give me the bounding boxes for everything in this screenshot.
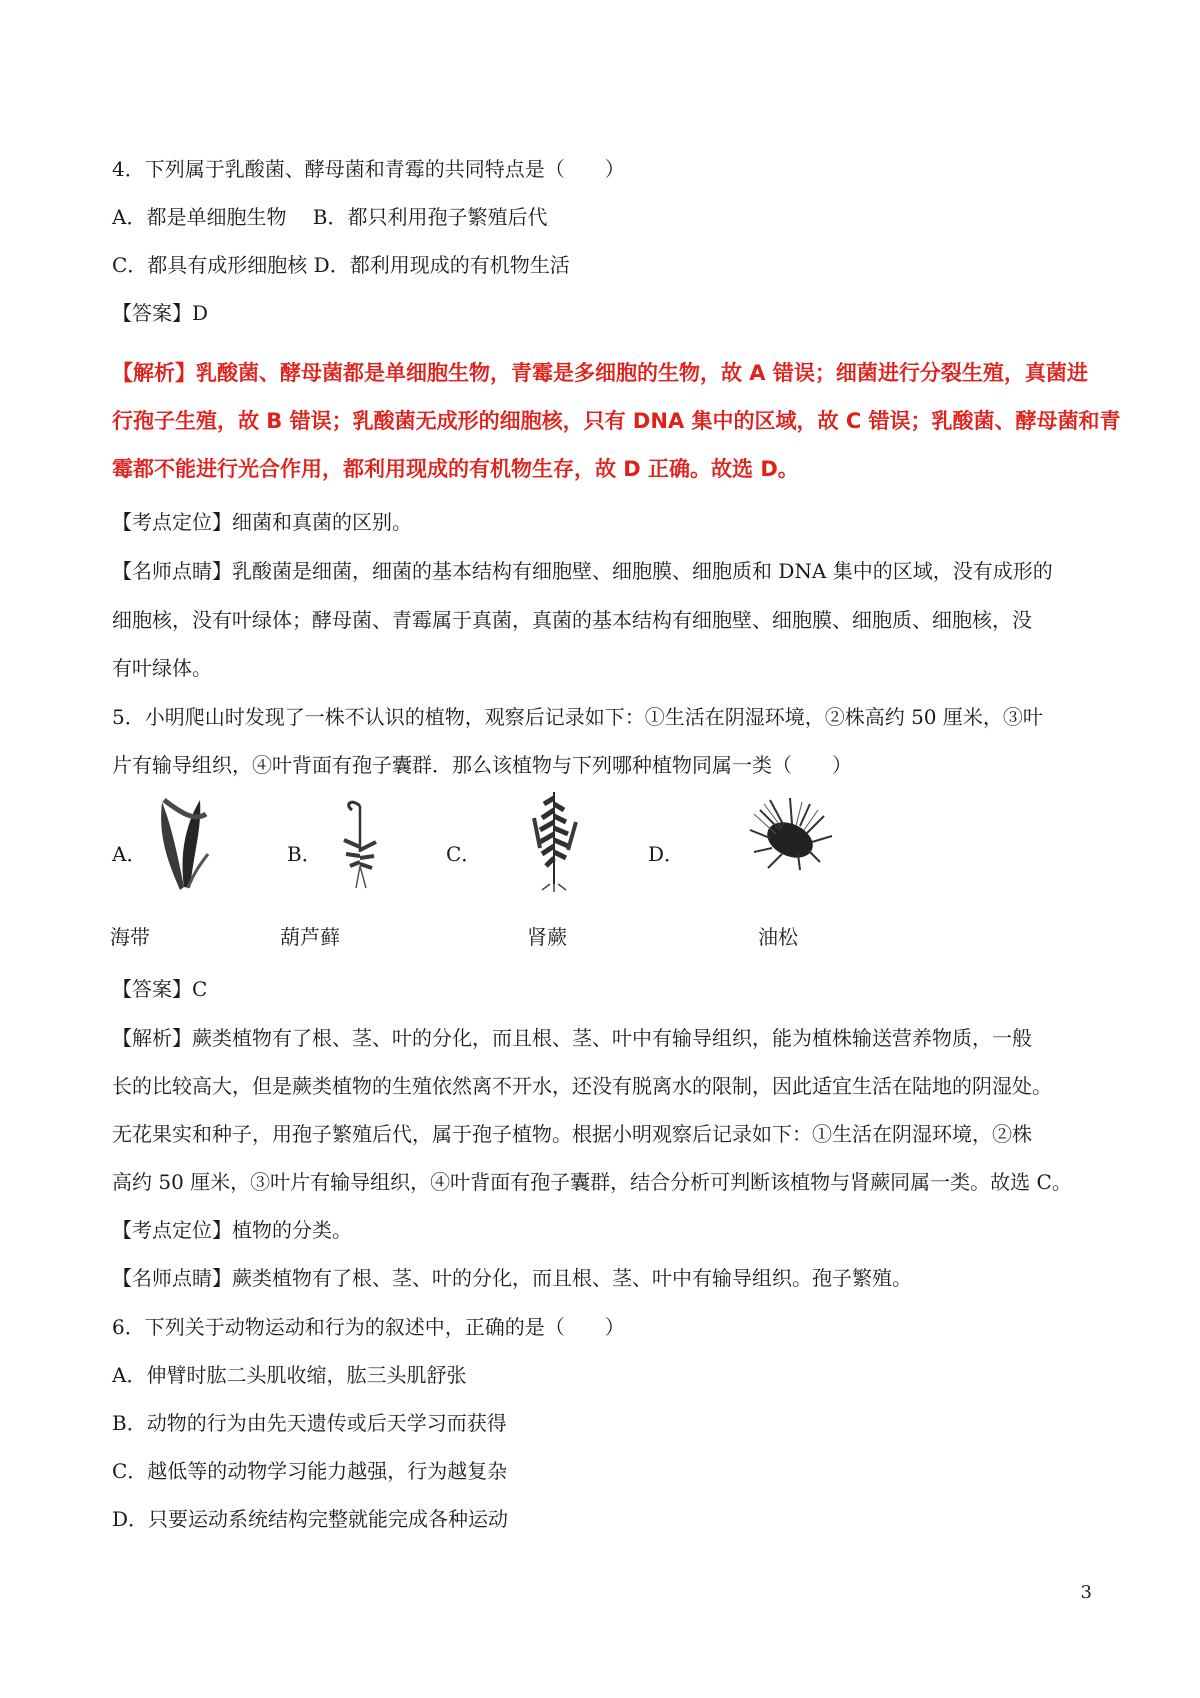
q6-option-b: B．动物的行为由先天遗传或后天学习而获得 bbox=[112, 1411, 507, 1435]
q4-options-cd: C．都具有成形细胞核 D．都利用现成的有机物生活 bbox=[112, 253, 570, 277]
page-number: 3 bbox=[1080, 1582, 1092, 1603]
q4-tips-line-3: 有叶绿体。 bbox=[112, 656, 212, 680]
q6-option-d: D．只要运动系统结构完整就能完成各种运动 bbox=[112, 1507, 509, 1531]
q5-stem-line-1: 5．小明爬山时发现了一株不认识的植物，观察后记录如下：①生活在阴湿环境，②株高约 50 厘米，③叶 bbox=[112, 705, 1043, 729]
q5-option-c-caption: 肾蕨 bbox=[527, 925, 567, 949]
q6-option-c: C．越低等的动物学习能力越强，行为越复杂 bbox=[112, 1459, 508, 1483]
q4-analysis-line-2: 行孢子生殖，故 B 错误；乳酸菌无成形的细胞核，只有 DNA 集中的区域，故 C 错误；乳酸菌、酵母菌和青 bbox=[112, 409, 1121, 433]
q4-tips-line-1: 【名师点睛】乳酸菌是细菌，细菌的基本结构有细胞壁、细胞膜、细胞质和 DNA 集中的区域，没有成形的 bbox=[112, 559, 1053, 583]
q4-analysis-line-3: 霉都不能进行光合作用，都利用现成的有机物生存，故 D 正确。故选 D。 bbox=[112, 457, 799, 481]
q5-option-d-caption: 油松 bbox=[758, 925, 798, 949]
q5-analysis-line-3: 无花果实和种子，用孢子繁殖后代，属于孢子植物。根据小明观察后记录如下：①生活在阴湿环境，②株 bbox=[112, 1122, 1032, 1146]
q4-answer: 【答案】D bbox=[112, 301, 209, 325]
q5-analysis-line-1: 【解析】蕨类植物有了根、茎、叶的分化，而且根、茎、叶中有输导组织，能为植株输送营养物质，一般 bbox=[112, 1026, 1032, 1050]
q5-answer: 【答案】C bbox=[112, 977, 208, 1001]
q5-option-b-caption: 葫芦藓 bbox=[280, 925, 340, 949]
q5-point: 【考点定位】植物的分类。 bbox=[112, 1218, 352, 1242]
q5-analysis-line-2: 长的比较高大，但是蕨类植物的生殖依然离不开水，还没有脱离水的限制，因此适宜生活在陆地的阴湿处。 bbox=[112, 1074, 1052, 1098]
q5-option-d-label: D． bbox=[648, 842, 685, 866]
q4-stem: 4．下列属于乳酸菌、酵母菌和青霉的共同特点是（ ） bbox=[112, 157, 625, 181]
fern-icon bbox=[520, 788, 590, 892]
q5-stem-line-2: 片有输导组织，④叶背面有孢子囊群．那么该植物与下列哪种植物同属一类（ ） bbox=[112, 753, 852, 777]
q4-point: 【考点定位】细菌和真菌的区别。 bbox=[112, 510, 412, 534]
q5-analysis-line-4: 高约 50 厘米，③叶片有输导组织，④叶背面有孢子囊群，结合分析可判断该植物与肾蕨同属一类。故选 C。 bbox=[112, 1170, 1072, 1194]
moss-icon bbox=[330, 792, 390, 892]
q5-option-a-caption: 海带 bbox=[110, 925, 150, 949]
pine-icon bbox=[740, 790, 840, 880]
q5-option-b-label: B． bbox=[287, 842, 322, 866]
q6-option-a: A．伸臂时肱二头肌收缩，肱三头肌舒张 bbox=[112, 1363, 467, 1387]
q5-option-c-label: C． bbox=[446, 842, 482, 866]
q6-stem: 6．下列关于动物运动和行为的叙述中，正确的是（ ） bbox=[112, 1315, 625, 1339]
q4-analysis-line-1: 【解析】乳酸菌、酵母菌都是单细胞生物，青霉是多细胞的生物，故 A 错误；细菌进行分裂生殖，真菌进 bbox=[112, 361, 1088, 385]
q4-tips-line-2: 细胞核，没有叶绿体；酵母菌、青霉属于真菌，真菌的基本结构有细胞壁、细胞膜、细胞质、细胞核，没 bbox=[112, 608, 1032, 632]
q5-option-a-label: A． bbox=[112, 842, 147, 866]
kelp-icon bbox=[150, 792, 215, 892]
q4-options-ab: A．都是单细胞生物 B．都只利用孢子繁殖后代 bbox=[112, 205, 548, 229]
q5-tips: 【名师点睛】蕨类植物有了根、茎、叶的分化，而且根、茎、叶中有输导组织。孢子繁殖。 bbox=[112, 1266, 912, 1290]
